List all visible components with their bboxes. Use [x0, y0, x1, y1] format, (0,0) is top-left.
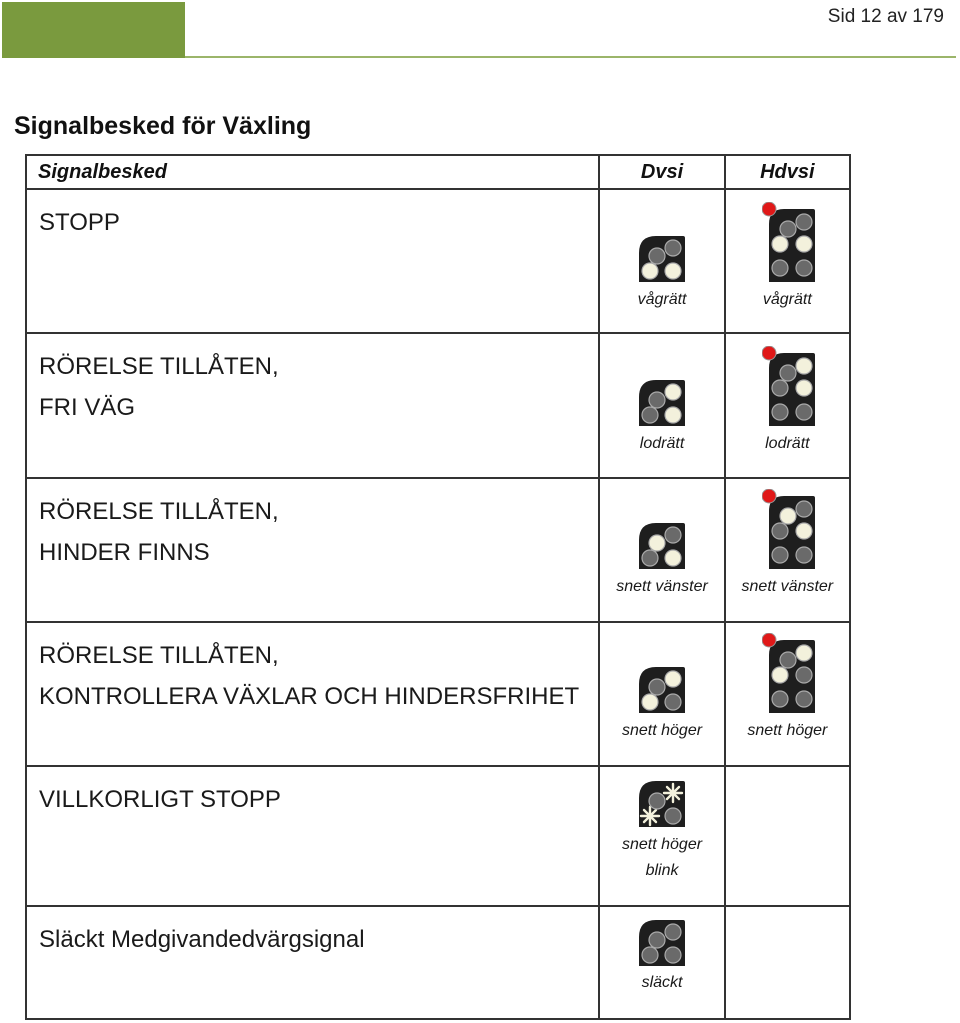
- column-header-signalbesked: Signalbesked: [26, 155, 599, 189]
- signal-caption: vågrätt: [637, 291, 687, 308]
- high-dwarf-signal-horizontal-icon: [762, 202, 818, 284]
- signal-caption: vågrätt: [762, 291, 812, 308]
- dvsi-cell: [599, 189, 724, 333]
- table-row: [26, 766, 850, 906]
- dwarf-signal-diagonal-right-icon: [637, 665, 687, 715]
- description-line: FRI VÄG: [39, 394, 136, 421]
- signal-caption: släckt: [641, 974, 683, 991]
- dvsi-cell: [599, 766, 724, 906]
- table-row: [26, 333, 850, 478]
- dwarf-signal-flashing-icon: [637, 779, 687, 829]
- table-header-row: [26, 155, 850, 189]
- dwarf-signal-diagonal-left-icon: [637, 521, 687, 571]
- hdvsi-cell: [725, 333, 850, 478]
- description-line: RÖRELSE TILLÅTEN,: [39, 353, 279, 380]
- page-number: Sid 12 av 179: [827, 6, 944, 27]
- hdvsi-cell-empty: [725, 906, 850, 1019]
- signal-caption: lodrätt: [765, 435, 810, 452]
- hdvsi-cell: [725, 189, 850, 333]
- signal-description: [26, 333, 599, 478]
- description-line: RÖRELSE TILLÅTEN,: [39, 498, 279, 525]
- section-title: Signalbesked för Växling: [14, 112, 312, 140]
- description-line: RÖRELSE TILLÅTEN,: [39, 642, 279, 669]
- description-line: HINDER FINNS: [39, 539, 210, 566]
- high-dwarf-signal-diagonal-left-icon: [762, 489, 818, 571]
- signal-description: [26, 622, 599, 766]
- signal-caption: snett vänster: [741, 578, 834, 595]
- dvsi-cell: [599, 906, 724, 1019]
- signal-description: [26, 189, 599, 333]
- header-color-block: [2, 2, 185, 58]
- description-line: KONTROLLERA VÄXLAR OCH HINDERSFRIHET: [39, 683, 580, 710]
- signal-description: [26, 478, 599, 622]
- dwarf-signal-vertical-icon: [637, 378, 687, 428]
- dvsi-cell: [599, 478, 724, 622]
- signal-description: [26, 906, 599, 1019]
- signal-caption: snett vänster: [616, 578, 708, 595]
- signal-caption-blink: blink: [645, 862, 679, 879]
- high-dwarf-signal-vertical-icon: [762, 346, 818, 428]
- signal-caption: snett höger: [622, 836, 703, 853]
- description-line: STOPP: [39, 209, 120, 236]
- dvsi-cell: [599, 622, 724, 766]
- high-dwarf-signal-diagonal-right-icon: [762, 633, 818, 715]
- dwarf-signal-horizontal-icon: [637, 234, 687, 284]
- signal-table: [25, 154, 851, 1020]
- table-row: [26, 622, 850, 766]
- column-header-dvsi: Dvsi: [599, 155, 724, 189]
- hdvsi-cell: [725, 478, 850, 622]
- signal-caption: snett höger: [747, 722, 828, 739]
- dwarf-signal-off-icon: [637, 918, 687, 968]
- table-row: [26, 189, 850, 333]
- table-row: [26, 478, 850, 622]
- hdvsi-cell-empty: [725, 766, 850, 906]
- signal-caption: snett höger: [622, 722, 703, 739]
- header-rule: [185, 56, 956, 58]
- table-row: [26, 906, 850, 1019]
- description-line: VILLKORLIGT STOPP: [39, 786, 281, 813]
- signal-description: [26, 766, 599, 906]
- dvsi-cell: [599, 333, 724, 478]
- column-header-hdvsi: Hdvsi: [725, 155, 850, 189]
- hdvsi-cell: [725, 622, 850, 766]
- signal-caption: lodrätt: [639, 435, 685, 452]
- description-line: Släckt Medgivandedvärgsignal: [39, 926, 365, 953]
